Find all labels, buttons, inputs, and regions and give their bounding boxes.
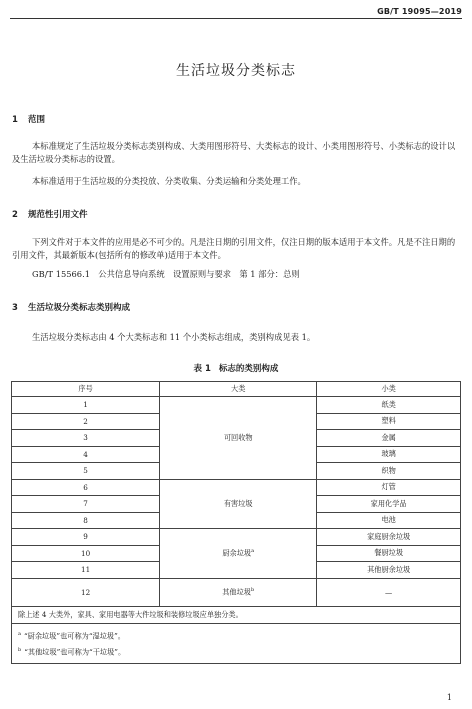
major-category-cell <box>160 479 317 529</box>
table-header-row <box>12 382 461 397</box>
row-number: 6 <box>12 479 160 496</box>
minor-category: 塑料 <box>317 413 461 430</box>
section-number: 2 <box>12 210 18 220</box>
major-category-cell <box>160 397 317 480</box>
table-caption <box>0 362 472 374</box>
section-3-heading <box>12 301 130 313</box>
minor-category: 玻璃 <box>317 446 461 463</box>
footnote-mark: b <box>18 646 22 653</box>
section-number: 3 <box>12 303 18 313</box>
header-serial: 序号 <box>12 382 160 397</box>
header-rule <box>10 18 462 19</box>
major-category-cell <box>160 529 317 579</box>
section-title: 范围 <box>28 115 46 125</box>
category-table <box>11 381 461 664</box>
section-title: 生活垃圾分类标志类别构成 <box>28 303 131 313</box>
table-row <box>12 479 461 496</box>
row-number: 5 <box>12 463 160 480</box>
row-number: 3 <box>12 430 160 447</box>
table-caption-number: 表 1 <box>193 364 211 374</box>
minor-category: 灯管 <box>317 479 461 496</box>
table-row <box>12 397 461 414</box>
minor-category: 纸类 <box>317 397 461 414</box>
row-number: 11 <box>12 562 160 579</box>
major-category-cell <box>160 578 317 606</box>
minor-category: 金属 <box>317 430 461 447</box>
major-category: 厨余垃圾 <box>222 548 252 558</box>
minor-category: — <box>317 578 461 606</box>
footnote-text: “厨余垃圾”也可称为“湿垃圾”。 <box>23 630 125 640</box>
header-major: 大类 <box>160 382 317 397</box>
row-number: 2 <box>12 413 160 430</box>
row-number: 9 <box>12 529 160 546</box>
minor-category: 电池 <box>317 512 461 529</box>
major-category: 有害垃圾 <box>223 498 253 508</box>
table-footnotes <box>12 623 461 664</box>
minor-category: 其他厨余垃圾 <box>317 562 461 579</box>
major-category: 其他垃圾 <box>222 587 251 597</box>
row-number: 12 <box>12 578 160 606</box>
section-number: 1 <box>12 115 18 125</box>
table-note: 除上述 4 大类外，家具、家用电器等大件垃圾和装修垃圾应单独分类。 <box>12 606 461 623</box>
row-number: 7 <box>12 496 160 513</box>
table-caption-title: 标志的类别构成 <box>218 364 279 374</box>
header-minor: 小类 <box>317 382 461 397</box>
section-title: 规范性引用文件 <box>28 210 88 220</box>
row-number: 1 <box>12 397 160 414</box>
section-1-paragraph-1: 本标准规定了生活垃圾分类标志类别构成、大类用图形符号、大类标志的设计、小类用图形符号、小类标志的设计以及生活垃圾分类标志的设置。 <box>12 141 456 164</box>
section-2-paragraph-1: 下列文件对于本文件的应用是必不可少的。凡是注日期的引用文件，仅注日期的版本适用于本文件。凡是不注日期的引用文件，其最新版本(包括所有的修改单)适用于本文件。 <box>12 237 456 260</box>
minor-category: 家用化学品 <box>317 496 461 513</box>
minor-category: 家庭厨余垃圾 <box>317 529 461 546</box>
footnote-marker: b <box>251 586 255 593</box>
table-row <box>12 529 461 546</box>
table-row <box>12 578 461 606</box>
footnote <box>18 643 454 659</box>
section-2-reference: GB/T 15566.1 公共信息导向系统 设置原则与要求 第 1 部分：总则 <box>32 269 300 279</box>
footnote-mark: a <box>18 630 21 637</box>
section-1-heading <box>12 113 45 125</box>
row-number: 10 <box>12 545 160 562</box>
minor-category: 餐厨垃圾 <box>317 545 461 562</box>
table-note-row <box>12 606 461 623</box>
section-1-paragraph-2: 本标准适用于生活垃圾的分类投放、分类收集、分类运输和分类处理工作。 <box>32 176 306 186</box>
footnote <box>18 627 454 643</box>
document-title: 生活垃圾分类标志 <box>176 63 296 79</box>
page-number: 1 <box>446 693 452 702</box>
row-number: 8 <box>12 512 160 529</box>
section-2-heading <box>12 208 88 220</box>
row-number: 4 <box>12 446 160 463</box>
footnote-text: “其他垃圾”也可称为“干垃圾”。 <box>24 647 126 657</box>
minor-category: 织物 <box>317 463 461 480</box>
major-category: 可回收物 <box>223 432 253 442</box>
footnote-marker: a <box>251 548 255 555</box>
standard-number: GB/T 19095—2019 <box>377 7 462 16</box>
table-footnotes-row <box>12 623 461 664</box>
section-3-paragraph-1: 生活垃圾分类标志由 4 个大类标志和 11 个小类标志组成，类别构成见表 1。 <box>32 332 316 342</box>
